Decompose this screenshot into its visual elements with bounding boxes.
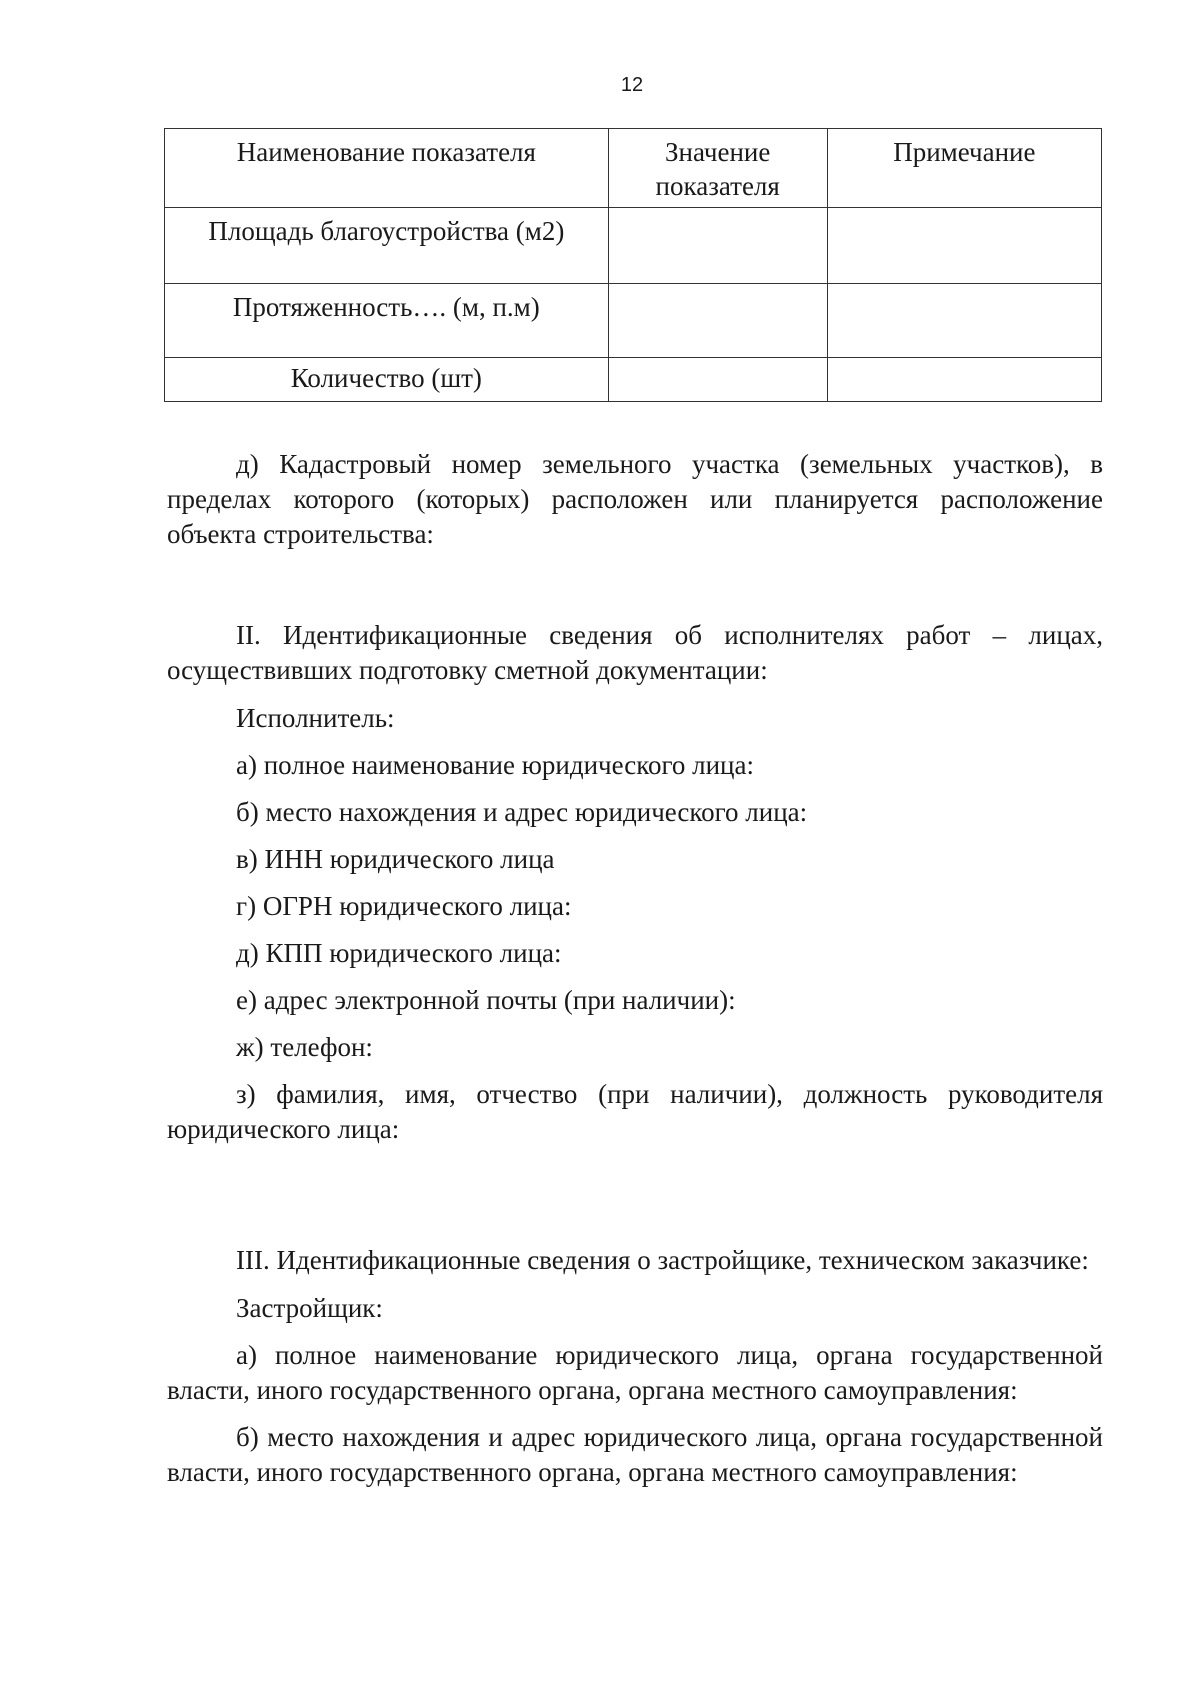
cell-note — [827, 208, 1101, 284]
list-item: д) КПП юридического лица: — [236, 938, 562, 968]
kadastr-paragraph: д) Кадастровый номер земельного участка (земельных участков), в пределах которого (которых) расположен или планируется расположение объекта строительства: — [167, 449, 1103, 549]
header-indicator-name: Наименование показателя — [165, 129, 609, 208]
kadastr-block — [167, 447, 1103, 552]
list-item: а) полное наименование юридического лица, органа государственной власти, иного государственного органа, органа местного самоуправления: — [167, 1340, 1103, 1405]
section-2-title: II. Идентификационные сведения об исполнителях работ – лицах, осуществивших подготовку сметной документации: — [167, 620, 1103, 685]
cell-indicator-name: Количество (шт) — [165, 358, 609, 402]
list-item: е) адрес электронной почты (при наличии): — [236, 985, 736, 1015]
list-item: в) ИНН юридического лица — [236, 844, 555, 874]
table-row — [165, 284, 1102, 358]
section-3-subtitle: Застройщик: — [236, 1293, 383, 1323]
indicators-table — [164, 128, 1102, 402]
cell-indicator-value — [608, 208, 827, 284]
table-row — [165, 358, 1102, 402]
list-item: б) место нахождения и адрес юридического лица: — [236, 797, 808, 827]
table-row — [165, 208, 1102, 284]
list-item: з) фамилия, имя, отчество (при наличии), должность руководителя юридического лица: — [167, 1079, 1103, 1144]
header-note: Примечание — [827, 129, 1101, 208]
cell-indicator-name: Протяженность…. (м, п.м) — [165, 284, 609, 358]
cell-note — [827, 358, 1101, 402]
page-number: 12 — [620, 74, 644, 96]
section-executors — [167, 618, 1103, 1147]
cell-note — [827, 284, 1101, 358]
table-header-row — [165, 129, 1102, 208]
cell-indicator-value — [608, 358, 827, 402]
list-item: а) полное наименование юридического лица: — [236, 750, 754, 780]
list-item: г) ОГРН юридического лица: — [236, 891, 572, 921]
list-item: б) место нахождения и адрес юридического лица, органа государственной власти, иного государственного органа, органа местного самоуправления: — [167, 1422, 1103, 1487]
cell-indicator-value — [608, 284, 827, 358]
section-2-subtitle: Исполнитель: — [236, 703, 395, 733]
list-item: ж) телефон: — [236, 1032, 373, 1062]
cell-indicator-name: Площадь благоустройства (м2) — [165, 208, 609, 284]
section-developer — [167, 1243, 1103, 1490]
section-3-title: III. Идентификационные сведения о застройщике, техническом заказчике: — [236, 1245, 1089, 1275]
header-indicator-value: Значение показателя — [608, 129, 827, 208]
